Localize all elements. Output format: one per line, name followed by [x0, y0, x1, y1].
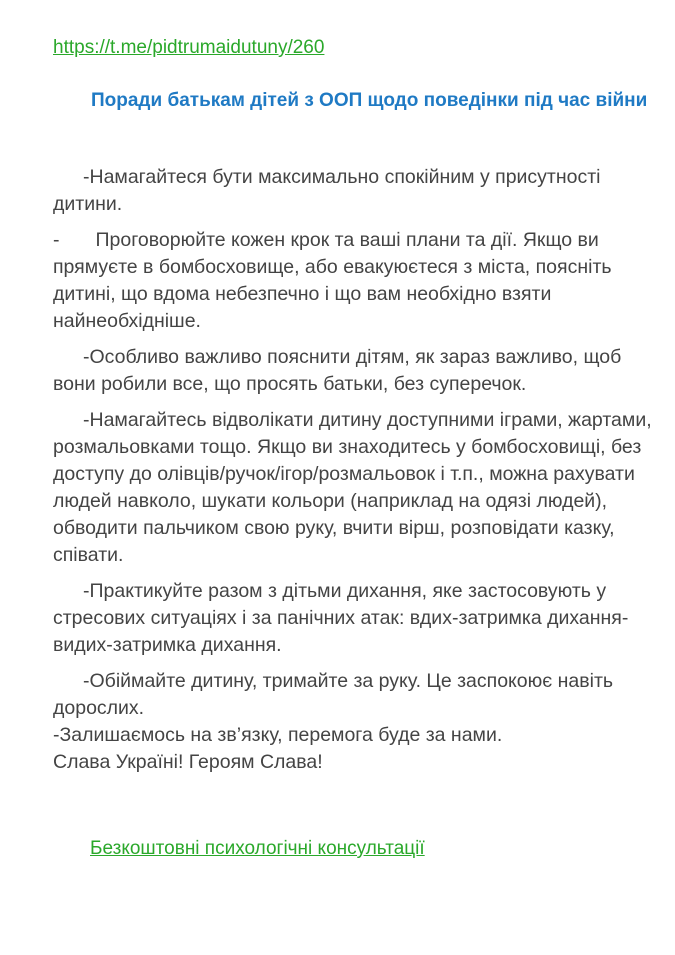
paragraph-distract — [53, 407, 653, 569]
paragraph-dash: - — [53, 229, 60, 251]
paragraph-glory — [53, 749, 653, 776]
paragraph-hug — [53, 668, 653, 722]
document-body — [53, 164, 653, 776]
paragraph-calm — [53, 164, 653, 218]
paragraph-text: -Практикуйте разом з дітьми дихання, яке застосовують у стресових ситуаціях і за панічних атак: вдих-затримка дихання-видих-затримка дихання. — [53, 580, 629, 656]
telegram-link[interactable]: https://t.me/pidtrumaidutuny/260 — [53, 37, 325, 58]
paragraph-text: -Особливо важливо пояснити дітям, як зараз важливо, щоб вони робили все, що просять батьки, без суперечок. — [53, 346, 622, 395]
free-consultation-link[interactable]: Безкоштовні психологічні консультації — [90, 838, 425, 859]
paragraph-text: -Намагайтесь відволікати дитину доступними іграми, жартами, розмальовками тощо. Якщо ви знаходитесь у бомбосховищі, без доступу до олівців/ручок/ігор/розмальовок і т.п., можна рахувати людей навколо, шукати кольори (наприклад на одязі людей), обводити пальчиком свою руку, вчити вірш, розповідати казку, співати. — [53, 409, 652, 566]
paragraph-breathing — [53, 578, 653, 659]
paragraph-text: Проговорюйте кожен крок та ваші плани та дії. Якщо ви прямуєте в бомбосховище, або евакуюєтеся з міста, поясніть дитині, що вдома небезпечно і що вам необхідно взяти найнеобхідніше. — [53, 229, 612, 332]
paragraph-explain-steps — [53, 227, 653, 335]
document-title: Поради батькам дітей з ООП щодо поведінки під час війни — [91, 90, 648, 111]
paragraph-text: -Залишаємось на зв’язку, перемога буде за нами. — [53, 724, 503, 746]
paragraph-text: -Обіймайте дитину, тримайте за руку. Це заспокоює навіть дорослих. — [53, 670, 614, 719]
paragraph-obey-parents — [53, 344, 653, 398]
paragraph-text: -Намагайтеся бути максимально спокійним у присутності дитини. — [53, 166, 601, 215]
paragraph-stay-in-touch — [53, 722, 653, 749]
paragraph-text: Слава Україні! Героям Слава! — [53, 751, 323, 773]
